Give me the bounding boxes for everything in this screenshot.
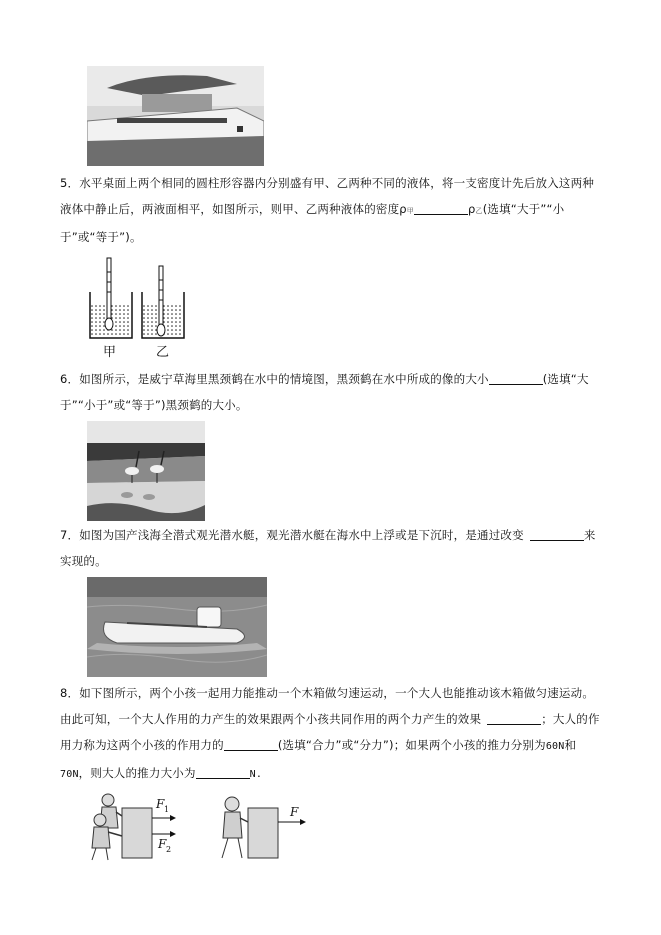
push-force-diagram	[86, 790, 318, 862]
beaker-a	[90, 258, 132, 338]
question-text: 如图为国产浅海全潜式观光潜水艇，观光潜水艇在海水中上浮或是下沉时，是通过改变	[79, 528, 524, 542]
label-yi: 乙	[156, 345, 170, 360]
question-text: ，则大人的推力大小为	[78, 766, 196, 780]
svg-text:F: F	[290, 805, 299, 819]
question-number: 8．	[60, 686, 80, 700]
question-text: 水平桌面上两个相同的圆柱形容器内分别盛有甲、乙两种不同的液体，将一支密度计先后放入这两种液体中静止后，两液面相平，如图所示，则甲、乙两种液体的密度	[60, 176, 595, 216]
beaker-diagram	[86, 252, 196, 360]
answer-blank[interactable]	[487, 710, 541, 725]
question-8: 8．如下图所示，两个小孩一起用力能推动一个木箱做匀速运动，一个大人也能推动该木箱做匀速运动。由此可知，一个大人作用的力产生的效果跟两个小孩共同作用的两个力产生的效果 ；大人的作用力称为这两个小孩的作用力的 (选填“合力”或“分力”)；如果两个小孩的推力分别为60N和70N，则大人的推力大小为 N.	[60, 686, 600, 780]
beaker-b	[142, 266, 184, 338]
label-jia: 甲	[103, 345, 117, 360]
question-number: 5．	[60, 176, 80, 190]
answer-blank[interactable]	[414, 200, 468, 215]
adult-pushing-box	[222, 797, 306, 858]
question-number: 7．	[60, 528, 80, 542]
question-text: 来实现的。	[60, 528, 596, 568]
answer-blank[interactable]	[196, 764, 250, 779]
question-text: (选填“大于”“小于”或“等于”)。	[60, 202, 565, 244]
question-number: 6．	[60, 372, 80, 386]
question-text: (选填“合力”或“分力”)；如果两个小孩的推力分别为	[277, 738, 546, 752]
answer-blank[interactable]	[489, 370, 543, 385]
crane-photo	[87, 421, 205, 521]
question-text: ；大人的作用力称为这两个小孩的作用力的	[60, 712, 600, 752]
two-children-pushing-box	[92, 794, 176, 860]
question-text: 如下图所示，两个小孩一起用力能推动一个木箱做匀速运动，一个大人也能推动该木箱做匀速运动。由此可知，一个大人作用的力产生的效果跟两个小孩共同作用的两个力产生的效果	[60, 686, 595, 726]
ship-photo	[87, 66, 264, 166]
svg-text:2: 2	[166, 845, 172, 854]
question-text: 如图所示，是威宁草海里黑颈鹤在水中的情境图，黑颈鹤在水中所成的像的大小	[79, 372, 489, 386]
answer-blank[interactable]	[224, 736, 278, 751]
question-6	[60, 366, 605, 418]
question-text: (选填“大于”“小于”或“等于”)黑颈鹤的大小。	[60, 372, 589, 412]
submarine-photo	[87, 577, 267, 677]
svg-text:F: F	[156, 797, 165, 811]
svg-text:1: 1	[164, 805, 170, 814]
question-7	[60, 522, 605, 574]
svg-text:F: F	[158, 837, 167, 851]
answer-blank[interactable]	[530, 526, 584, 541]
question-5: 5．水平桌面上两个相同的圆柱形容器内分别盛有甲、乙两种不同的液体，将一支密度计先后放入这两种液体中静止后，两液面相平，如图所示，则甲、乙两种液体的密度ρ甲 ρ乙(选填“大于”“小于”或“等于”)。	[60, 176, 595, 244]
